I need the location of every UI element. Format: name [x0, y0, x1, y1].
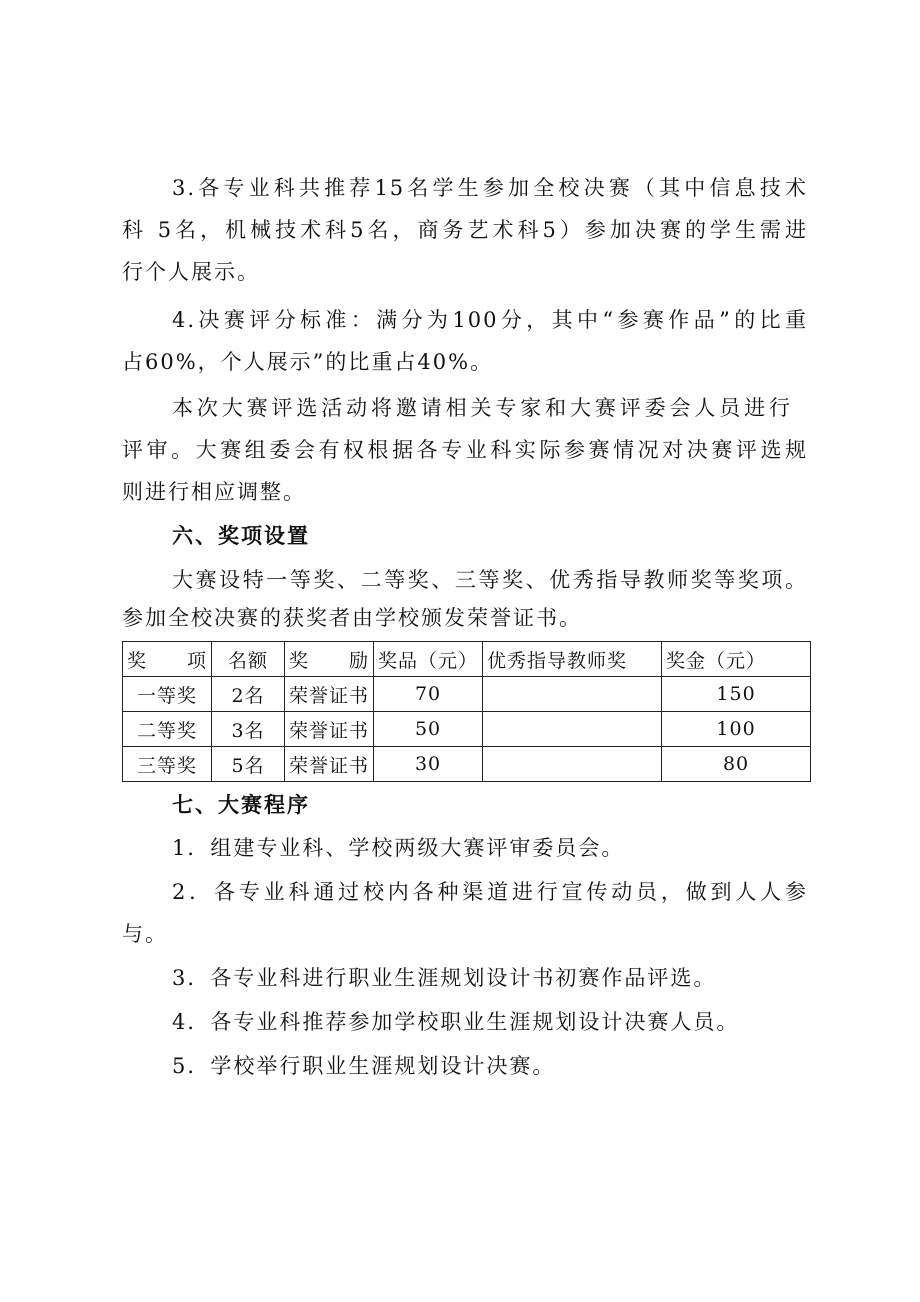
cell-prize: 50 [374, 712, 483, 747]
header-cell-award: 奖 项 [123, 642, 212, 677]
section6-heading: 六、奖项设置 [172, 524, 310, 548]
table-row [123, 712, 811, 747]
item4-line1: 4.决赛评分标准：满分为100分，其中“参赛作品”的比重 [172, 308, 808, 332]
header-cell-bonus: 奖金（元） [662, 642, 811, 677]
cell-bonus: 150 [662, 677, 811, 712]
item3-line3: 行个人展示。 [122, 260, 260, 284]
header-cell-teacher-award: 优秀指导教师奖 [483, 642, 662, 677]
cell-prize: 70 [374, 677, 483, 712]
cell-award: 一等奖 [123, 677, 212, 712]
header-cell-prize: 奖品（元） [374, 642, 483, 677]
cell-quota: 3名 [212, 712, 285, 747]
step2-line1: 2．各专业科通过校内各种渠道进行宣传动员，做到人人参 [172, 880, 808, 904]
note-line2: 评审。大赛组委会有权根据各专业科实际参赛情况对决赛评选规 [122, 438, 808, 462]
item3-line1: 3.各专业科共推荐15名学生参加全校决赛（其中信息技术 [172, 176, 808, 200]
step1: 1．组建专业科、学校两级大赛评审委员会。 [172, 836, 625, 860]
step5: 5．学校举行职业生涯规划设计决赛。 [172, 1054, 556, 1078]
section6-para-line1: 大赛设特一等奖、二等奖、三等奖、优秀指导教师奖等奖项。 [172, 568, 808, 592]
note-line3: 则进行相应调整。 [122, 480, 306, 504]
header-cell-quota: 名额 [212, 642, 285, 677]
header-cell-reward: 奖 励 [285, 642, 374, 677]
note-line1: 本次大赛评选活动将邀请相关专家和大赛评委会人员进行 [172, 396, 792, 420]
cell-award: 三等奖 [123, 747, 212, 782]
table-row [123, 677, 811, 712]
awards-table [122, 641, 811, 782]
cell-bonus: 100 [662, 712, 811, 747]
cell-bonus: 80 [662, 747, 811, 782]
step3: 3．各专业科进行职业生涯规划设计书初赛作品评选。 [172, 966, 717, 990]
step2-line2: 与。 [122, 922, 168, 946]
table-row [123, 747, 811, 782]
cell-teacher-award [483, 677, 662, 712]
cell-reward: 荣誉证书 [285, 677, 374, 712]
cell-prize: 30 [374, 747, 483, 782]
table-header-row [123, 642, 811, 677]
cell-reward: 荣誉证书 [285, 747, 374, 782]
cell-quota: 2名 [212, 677, 285, 712]
section7-heading: 七、大赛程序 [172, 793, 310, 817]
item3-line2: 科 5名，机械技术科5名，商务艺术科5）参加决赛的学生需进 [122, 218, 808, 242]
section6-para-line2: 参加全校决赛的获奖者由学校颁发荣誉证书。 [122, 606, 582, 630]
step4: 4．各专业科推荐参加学校职业生涯规划设计决赛人员。 [172, 1010, 740, 1034]
cell-award: 二等奖 [123, 712, 212, 747]
cell-reward: 荣誉证书 [285, 712, 374, 747]
cell-quota: 5名 [212, 747, 285, 782]
item4-line2: 占60%，个人展示”的比重占40%。 [122, 350, 494, 374]
cell-teacher-award [483, 712, 662, 747]
cell-teacher-award [483, 747, 662, 782]
